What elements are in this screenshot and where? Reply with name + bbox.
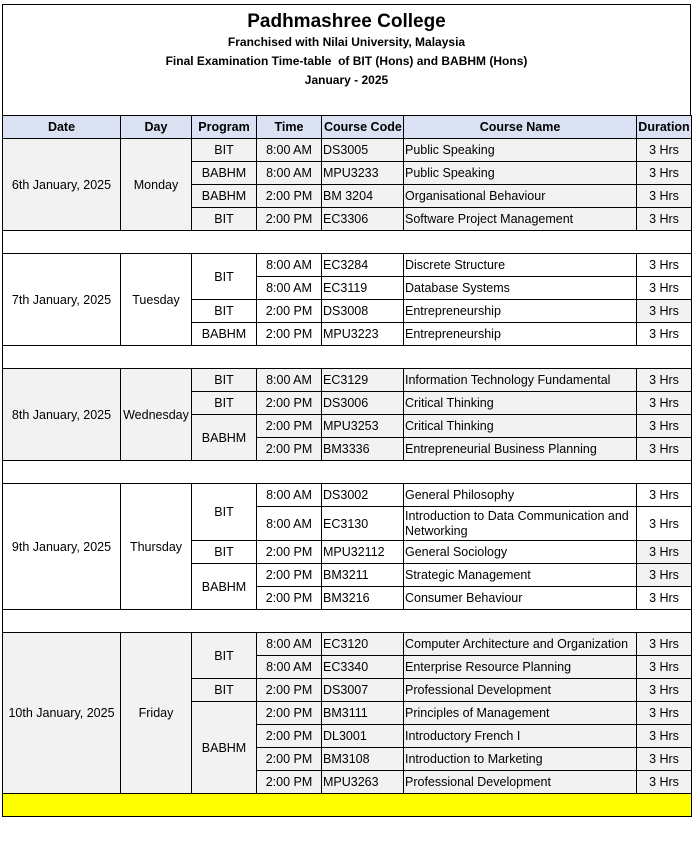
duration-cell: 3 Hrs <box>637 702 692 725</box>
duration-cell: 3 Hrs <box>637 139 692 162</box>
course-name-cell: Consumer Behaviour <box>404 587 637 610</box>
course-name-cell: Introduction to Data Communication and Networking <box>404 507 637 541</box>
time-cell: 2:00 PM <box>257 185 322 208</box>
course-name-cell: Database Systems <box>404 277 637 300</box>
duration-cell: 3 Hrs <box>637 369 692 392</box>
date-cell: 10th January, 2025 <box>3 633 121 794</box>
course-name-cell: Principles of Management <box>404 702 637 725</box>
time-cell: 2:00 PM <box>257 702 322 725</box>
col-time: Time <box>257 116 322 139</box>
duration-cell: 3 Hrs <box>637 415 692 438</box>
code-cell: BM3111 <box>322 702 404 725</box>
course-name-cell: Entrepreneurial Business Planning <box>404 438 637 461</box>
course-name-cell: Computer Architecture and Organization <box>404 633 637 656</box>
table-row <box>3 369 692 392</box>
program-cell: BABHM <box>192 702 257 794</box>
code-cell: EC3129 <box>322 369 404 392</box>
course-name-cell: Entrepreneurship <box>404 300 637 323</box>
code-cell: EC3120 <box>322 633 404 656</box>
time-cell: 8:00 AM <box>257 484 322 507</box>
program-cell: BIT <box>192 679 257 702</box>
code-cell: MPU32112 <box>322 541 404 564</box>
course-name-cell: Critical Thinking <box>404 415 637 438</box>
time-cell: 2:00 PM <box>257 587 322 610</box>
course-name-cell: General Philosophy <box>404 484 637 507</box>
program-cell: BABHM <box>192 185 257 208</box>
time-cell: 2:00 PM <box>257 323 322 346</box>
code-cell: DS3005 <box>322 139 404 162</box>
duration-cell: 3 Hrs <box>637 656 692 679</box>
course-name-cell: Public Speaking <box>404 162 637 185</box>
timetable <box>2 115 692 817</box>
exam-subtitle: Final Examination Time-table of BIT (Hons) and BABHM (Hons) <box>165 54 528 68</box>
code-cell: MPU3263 <box>322 771 404 794</box>
code-cell: EC3130 <box>322 507 404 541</box>
time-cell: 2:00 PM <box>257 541 322 564</box>
duration-cell: 3 Hrs <box>637 748 692 771</box>
duration-cell: 3 Hrs <box>637 587 692 610</box>
time-cell: 2:00 PM <box>257 415 322 438</box>
code-cell: MPU3253 <box>322 415 404 438</box>
code-cell: EC3119 <box>322 277 404 300</box>
course-name-cell: Strategic Management <box>404 564 637 587</box>
program-cell: BIT <box>192 208 257 231</box>
time-cell: 2:00 PM <box>257 564 322 587</box>
duration-cell: 3 Hrs <box>637 185 692 208</box>
duration-cell: 3 Hrs <box>637 300 692 323</box>
duration-cell: 3 Hrs <box>637 679 692 702</box>
code-cell: BM3108 <box>322 748 404 771</box>
time-cell: 2:00 PM <box>257 679 322 702</box>
table-row <box>3 633 692 656</box>
course-name-cell: Public Speaking <box>404 139 637 162</box>
duration-cell: 3 Hrs <box>637 541 692 564</box>
time-cell: 2:00 PM <box>257 208 322 231</box>
date-cell: 6th January, 2025 <box>3 139 121 231</box>
session-subtitle: January - 2025 <box>304 73 389 87</box>
program-cell: BIT <box>192 633 257 679</box>
duration-cell: 3 Hrs <box>637 323 692 346</box>
duration-cell: 3 Hrs <box>637 438 692 461</box>
program-cell: BIT <box>192 139 257 162</box>
time-cell: 8:00 AM <box>257 162 322 185</box>
code-cell: BM3211 <box>322 564 404 587</box>
course-name-cell: Introduction to Marketing <box>404 748 637 771</box>
time-cell: 2:00 PM <box>257 392 322 415</box>
spacer-row <box>3 346 692 369</box>
time-cell: 8:00 AM <box>257 369 322 392</box>
highlight-footer-row <box>3 794 692 817</box>
duration-cell: 3 Hrs <box>637 633 692 656</box>
program-cell: BIT <box>192 484 257 541</box>
code-cell: EC3340 <box>322 656 404 679</box>
date-cell: 9th January, 2025 <box>3 484 121 610</box>
course-name-cell: Software Project Management <box>404 208 637 231</box>
time-cell: 8:00 AM <box>257 277 322 300</box>
code-cell: EC3284 <box>322 254 404 277</box>
code-cell: DL3001 <box>322 725 404 748</box>
time-cell: 8:00 AM <box>257 507 322 541</box>
course-name-cell: Organisational Behaviour <box>404 185 637 208</box>
code-cell: MPU3233 <box>322 162 404 185</box>
title-block <box>2 4 691 115</box>
program-cell: BIT <box>192 392 257 415</box>
course-name-cell: Information Technology Fundamental <box>404 369 637 392</box>
time-cell: 2:00 PM <box>257 771 322 794</box>
time-cell: 8:00 AM <box>257 656 322 679</box>
code-cell: DS3006 <box>322 392 404 415</box>
program-cell: BIT <box>192 541 257 564</box>
table-row <box>3 254 692 277</box>
code-cell: DS3007 <box>322 679 404 702</box>
time-cell: 2:00 PM <box>257 438 322 461</box>
duration-cell: 3 Hrs <box>637 771 692 794</box>
program-cell: BIT <box>192 369 257 392</box>
day-cell: Friday <box>121 633 192 794</box>
course-name-cell: Entrepreneurship <box>404 323 637 346</box>
day-cell: Thursday <box>121 484 192 610</box>
table-row <box>3 484 692 507</box>
franchise-subtitle: Franchised with Nilai University, Malaysia <box>227 35 466 49</box>
course-name-cell: Introductory French I <box>404 725 637 748</box>
time-cell: 2:00 PM <box>257 748 322 771</box>
duration-cell: 3 Hrs <box>637 725 692 748</box>
time-cell: 2:00 PM <box>257 300 322 323</box>
college-title: Padhmashree College <box>247 11 446 32</box>
code-cell: MPU3223 <box>322 323 404 346</box>
spacer-row <box>3 610 692 633</box>
duration-cell: 3 Hrs <box>637 484 692 507</box>
course-name-cell: General Sociology <box>404 541 637 564</box>
time-cell: 8:00 AM <box>257 139 322 162</box>
table-header-row <box>3 116 692 139</box>
table-row <box>3 139 692 162</box>
day-cell: Monday <box>121 139 192 231</box>
code-cell: BM3216 <box>322 587 404 610</box>
program-cell: BIT <box>192 300 257 323</box>
time-cell: 8:00 AM <box>257 633 322 656</box>
day-cell: Tuesday <box>121 254 192 346</box>
time-cell: 8:00 AM <box>257 254 322 277</box>
duration-cell: 3 Hrs <box>637 507 692 541</box>
duration-cell: 3 Hrs <box>637 564 692 587</box>
code-cell: EC3306 <box>322 208 404 231</box>
code-cell: DS3008 <box>322 300 404 323</box>
col-course-code: Course Code <box>322 116 404 139</box>
course-name-cell: Critical Thinking <box>404 392 637 415</box>
course-name-cell: Discrete Structure <box>404 254 637 277</box>
course-name-cell: Professional Development <box>404 771 637 794</box>
course-name-cell: Enterprise Resource Planning <box>404 656 637 679</box>
date-cell: 7th January, 2025 <box>3 254 121 346</box>
spacer-row <box>3 461 692 484</box>
course-name-cell: Professional Development <box>404 679 637 702</box>
duration-cell: 3 Hrs <box>637 392 692 415</box>
code-cell: BM3336 <box>322 438 404 461</box>
code-cell: DS3002 <box>322 484 404 507</box>
program-cell: BABHM <box>192 162 257 185</box>
col-day: Day <box>121 116 192 139</box>
col-duration: Duration <box>637 116 692 139</box>
timetable-sheet <box>2 4 691 817</box>
time-cell: 2:00 PM <box>257 725 322 748</box>
date-cell: 8th January, 2025 <box>3 369 121 461</box>
duration-cell: 3 Hrs <box>637 208 692 231</box>
duration-cell: 3 Hrs <box>637 277 692 300</box>
day-cell: Wednesday <box>121 369 192 461</box>
program-cell: BABHM <box>192 323 257 346</box>
program-cell: BIT <box>192 254 257 300</box>
duration-cell: 3 Hrs <box>637 254 692 277</box>
program-cell: BABHM <box>192 415 257 461</box>
col-course-name: Course Name <box>404 116 637 139</box>
spacer-row <box>3 231 692 254</box>
col-date: Date <box>3 116 121 139</box>
code-cell: BM 3204 <box>322 185 404 208</box>
program-cell: BABHM <box>192 564 257 610</box>
col-program: Program <box>192 116 257 139</box>
duration-cell: 3 Hrs <box>637 162 692 185</box>
